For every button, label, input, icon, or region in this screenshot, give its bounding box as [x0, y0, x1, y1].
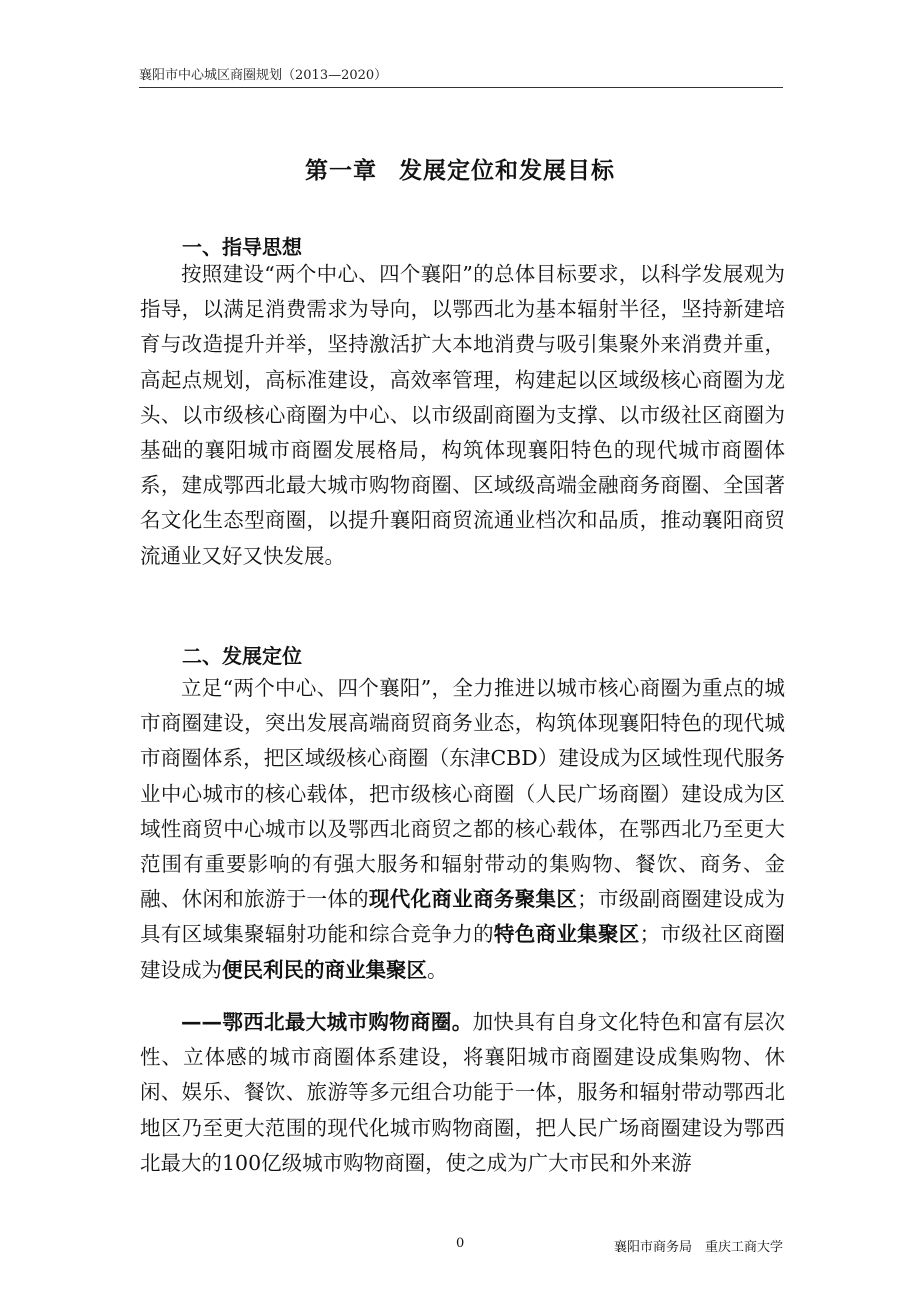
section-title-positioning: 二、发展定位: [182, 644, 302, 668]
bold-phrase: 便民利民的商业集聚区: [222, 957, 427, 982]
footer-organizations: 襄阳市商务局 重庆工商大学: [613, 1240, 783, 1255]
bold-phrase: 特色商业集聚区: [493, 922, 640, 947]
paragraph-positioning: [140, 671, 785, 988]
paragraph-text: 立足“两个中心、四个襄阳”，全力推进以城市核心商圈为重点的城市商圈建设，突出发展高端商贸商务业态，构筑体现襄阳特色的现代城市商圈体系，把区域级核心商圈（东津CBD）建设成为区域性现代服务业中心城市的核心载体，把市级核心商圈（人民广场商圈）建设成为区域性商贸中心城市以及鄂西北商贸之都的核心载体，在鄂西北乃至更大范围有重要影响的有强大服务和辐射带动的集购物、餐饮、商务、金融、休闲和旅游于一体的: [140, 676, 785, 912]
page-number: 0: [456, 1236, 465, 1251]
paragraph-shopping-circle: [140, 1005, 785, 1181]
paragraph-guiding-ideology: 按照建设“两个中心、四个襄阳”的总体目标要求，以科学发展观为指导，以满足消费需求为导向，以鄂西北为基本辐射半径，坚持新建培育与改造提升并举，坚持激活扩大本地消费与吸引集聚外来消费并重，高起点规划，高标准建设，高效率管理，构建起以区域级核心商圈为龙头、以市级核心商圈为中心、以市级副商圈为支撑、以市级社区商圈为基础的襄阳城市商圈发展格局，构筑体现襄阳特色的现代城市商圈体系，建成鄂西北最大城市购物商圈、区域级高端金融商务商圈、全国著名文化生态型商圈，以提升襄阳商贸流通业档次和品质，推动襄阳商贸流通业又好又快发展。: [140, 262, 785, 568]
section-title-guiding-ideology: 一、指导思想: [182, 235, 302, 259]
chapter-label: 第一章: [305, 158, 377, 184]
paragraph-text: 加快具有自身文化特色和富有层次性、立体感的城市商圈体系建设，将襄阳城市商圈建设成集购物、休闲、娱乐、餐饮、旅游等多元组合功能于一体，服务和辐射带动鄂西北地区乃至更大范围的现代化城市购物商圈，把人民广场商圈建设为鄂西北最大的100亿级城市购物商圈，使之成为广大市民和外来游: [140, 1010, 786, 1175]
paragraph-text: 。: [427, 957, 448, 982]
bold-phrase: 现代化商业商务聚集区: [368, 887, 578, 912]
paragraph-text: ；市级社区商圈建设成为: [140, 922, 786, 982]
bold-lead: ——鄂西北最大城市购物商圈。: [181, 1010, 473, 1034]
chapter-title: 发展定位和发展目标: [399, 158, 615, 184]
paragraph-text: ；市级副商圈建设成为具有区域集聚辐射功能和综合竞争力的: [140, 887, 786, 947]
running-header: 襄阳市中心城区商圈规划（2013—2020）: [139, 64, 783, 88]
chapter-heading: [0, 152, 920, 185]
